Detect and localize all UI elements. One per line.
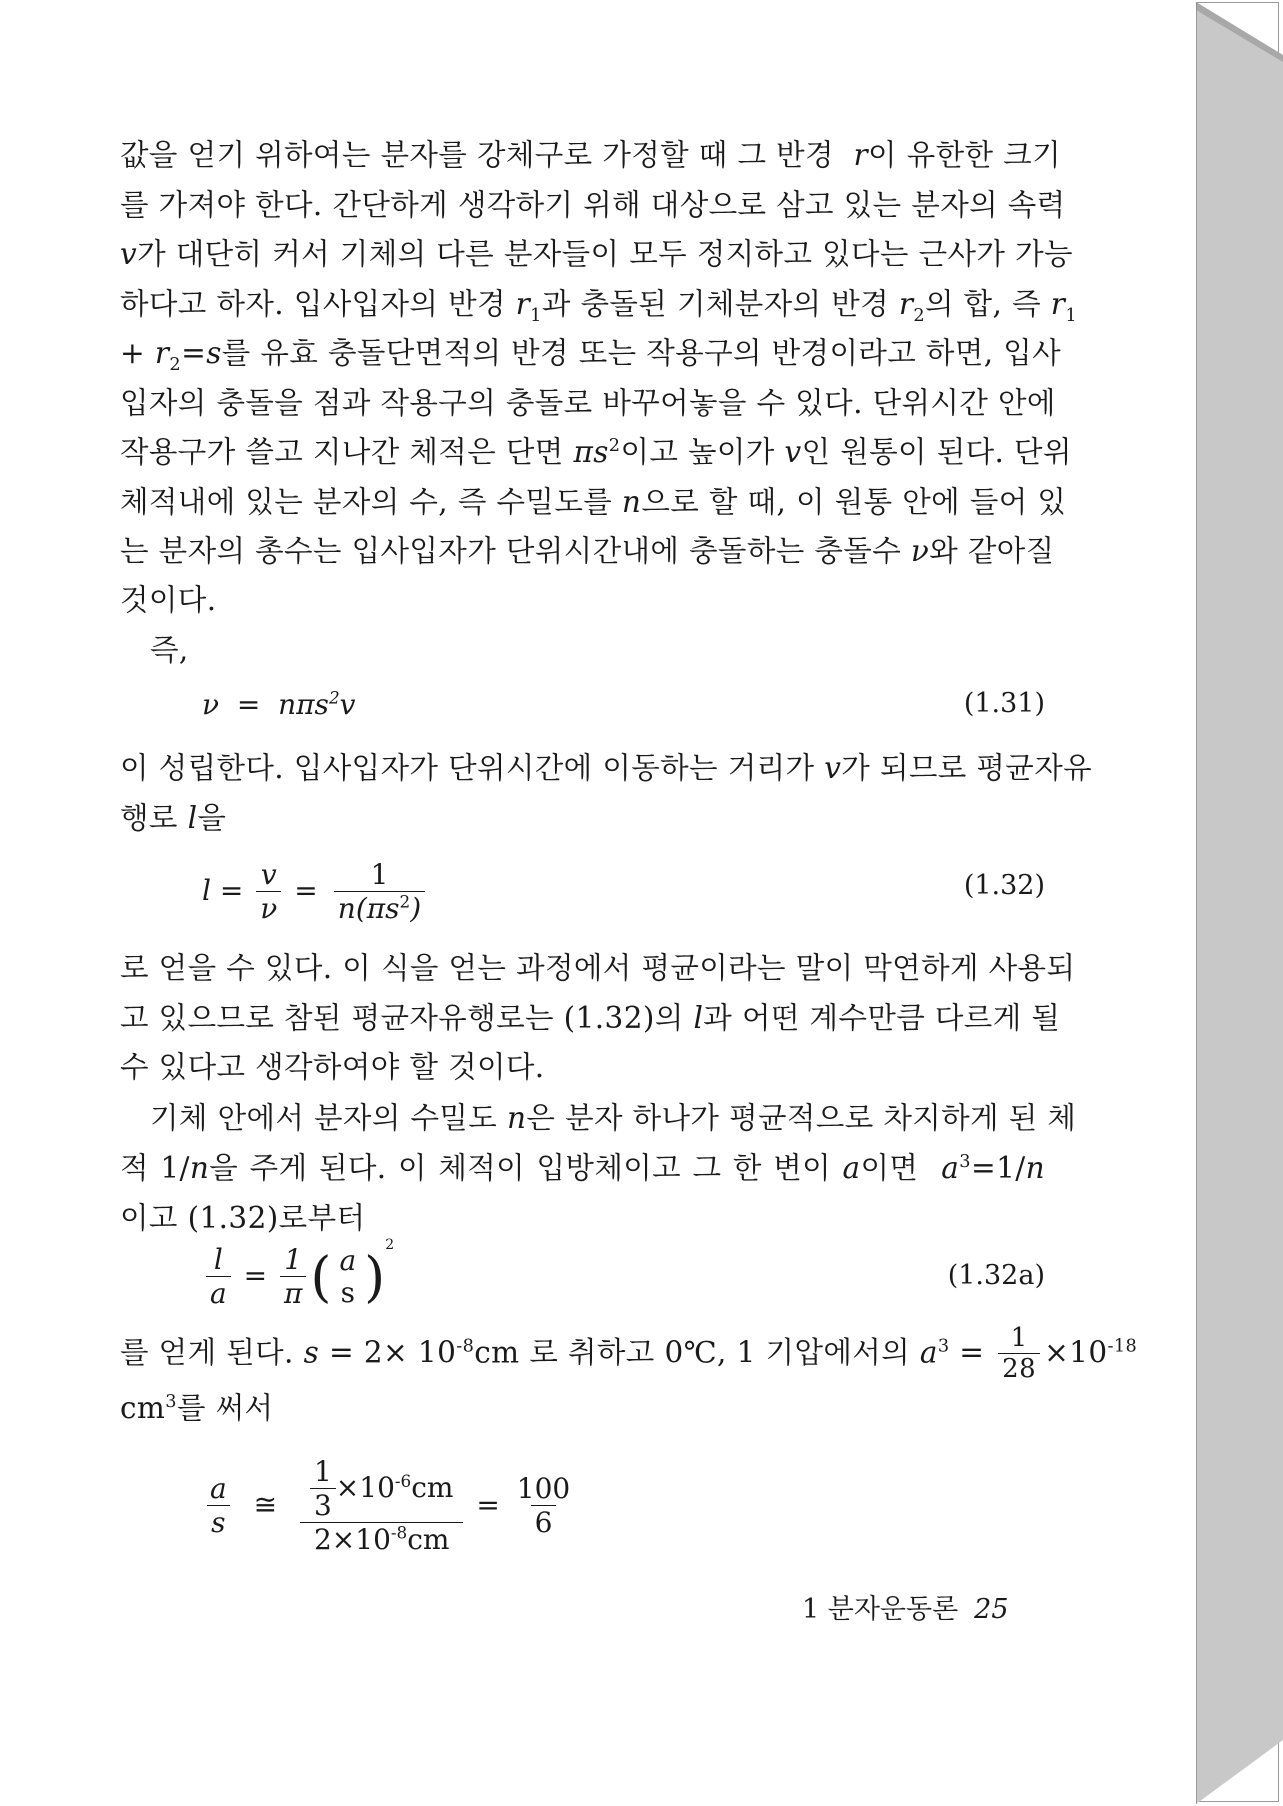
paragraph-1-end bbox=[120, 576, 1045, 626]
text-line: + $r_2=s$를 유효 충돌단면적의 반경 또는 작용구의 반경이라고 하면, 입사 bbox=[120, 336, 1062, 375]
text-line: 를 가져야 한다. 간단하게 생각하기 위해 대상으로 삼고 있는 분자의 속력 bbox=[120, 187, 1066, 222]
paragraph-3-end bbox=[120, 794, 1045, 844]
equation-1-31: ν = nπs$^2$v bbox=[202, 687, 356, 721]
text-line: 적 1/n을 주게 된다. 이 체적이 입방체이고 그 한 변이 a이면 $a^3=1/n$ bbox=[120, 1150, 1045, 1185]
book-page bbox=[2, 2, 1196, 1802]
chapter-title: 1 분자운동론 bbox=[802, 1594, 959, 1625]
equation-ratio: $\frac{a}{s}$ ≅ $\frac{1}{3}$ $\times 10^{-6}cm$ $2\times 10^{-8}cm$ = $\frac{100}{6}$ bbox=[202, 1457, 578, 1557]
equation-number: (1.31) bbox=[963, 688, 1045, 719]
text-line: 수 있다고 생각하여야 할 것이다. bbox=[120, 1050, 545, 1084]
paragraph-4-end bbox=[120, 1043, 1045, 1093]
text-line: 하다고 하자. 입사입자의 반경 $r_1$과 충돌된 기체분자의 반경 $r_2$의 합, 즉 $r_1$ bbox=[120, 286, 1077, 326]
text-line: 값을 얻기 위하여는 분자를 강체구로 가정할 때 그 반경 r이 유한한 크기 bbox=[120, 138, 1061, 172]
text-line: 즉, bbox=[150, 633, 189, 667]
equation-1-32: l = $\frac{v}{\nu}$ = $\frac{1}{n(\pi s^2)}$ bbox=[202, 860, 432, 925]
text-line: 체적내에 있는 분자의 수, 즉 수밀도를 n으로 할 때, 이 원통 안에 들어 있 bbox=[120, 484, 1067, 519]
paragraph-7 bbox=[120, 1384, 1045, 1434]
equation-number: (1.32a) bbox=[947, 1260, 1045, 1291]
page-footer bbox=[802, 1587, 1009, 1626]
text-line: 를 얻게 된다. $s = 2\times 10^{-8}cm$ 로 취하고 0℃, 1 기압에서의 $a^3$ = $\frac{1}{28}$ $\times 10^{-18}$ bbox=[120, 1323, 1138, 1384]
paragraph-3 bbox=[120, 744, 1092, 794]
text-line: 행로 l을 bbox=[120, 801, 227, 835]
page-number: 25 bbox=[974, 1594, 1009, 1625]
text-line: 기체 안에서 분자의 수밀도 n은 분자 하나가 평균적으로 차지하게 된 체 bbox=[150, 1101, 1077, 1135]
text-line: v가 대단히 커서 기체의 다른 분자들이 모두 정지하고 있다는 근사가 가능 bbox=[120, 237, 1073, 271]
book-page-edge bbox=[1196, 0, 1283, 1806]
text-line: 작용구가 쓸고 지나간 체적은 단면 $\pi s^2$이고 높이가 v인 원통이 된다. 단위 bbox=[120, 435, 1072, 469]
text-line: $cm^3$를 써서 bbox=[120, 1391, 274, 1425]
paragraph-2 bbox=[120, 626, 1045, 676]
text-line: 입자의 충돌을 점과 작용구의 충돌로 바꾸어놓을 수 있다. 단위시간 안에 bbox=[120, 385, 1056, 420]
text-line: 이 성립한다. 입사입자가 단위시간에 이동하는 거리가 v가 되므로 평균자유 bbox=[120, 751, 1092, 785]
text-line: 것이다. bbox=[120, 583, 217, 617]
equation-1-32a: $\frac{l}{a}$ = $\frac{1}{\pi}$ ( a s )$^2$ bbox=[202, 1245, 394, 1310]
paragraph-5-end bbox=[120, 1194, 1045, 1244]
text-line: 는 분자의 총수는 입사입자가 단위시간내에 충돌하는 충돌수 ν와 같아질 bbox=[120, 534, 1055, 568]
paragraph-4 bbox=[120, 944, 1076, 1043]
equation-number: (1.32) bbox=[963, 870, 1045, 901]
paragraph-5 bbox=[120, 1094, 1077, 1193]
text-line: 이고 (1.32)로부터 bbox=[120, 1201, 366, 1235]
paragraph-6 bbox=[120, 1323, 1138, 1384]
text-line: 고 있으므로 참된 평균자유행로는 (1.32)의 l과 어떤 계수만큼 다르게 될 bbox=[120, 1000, 1061, 1035]
text-line: 로 얻을 수 있다. 이 식을 얻는 과정에서 평균이라는 말이 막연하게 사용되 bbox=[120, 951, 1076, 985]
paragraph-1 bbox=[120, 131, 1077, 577]
